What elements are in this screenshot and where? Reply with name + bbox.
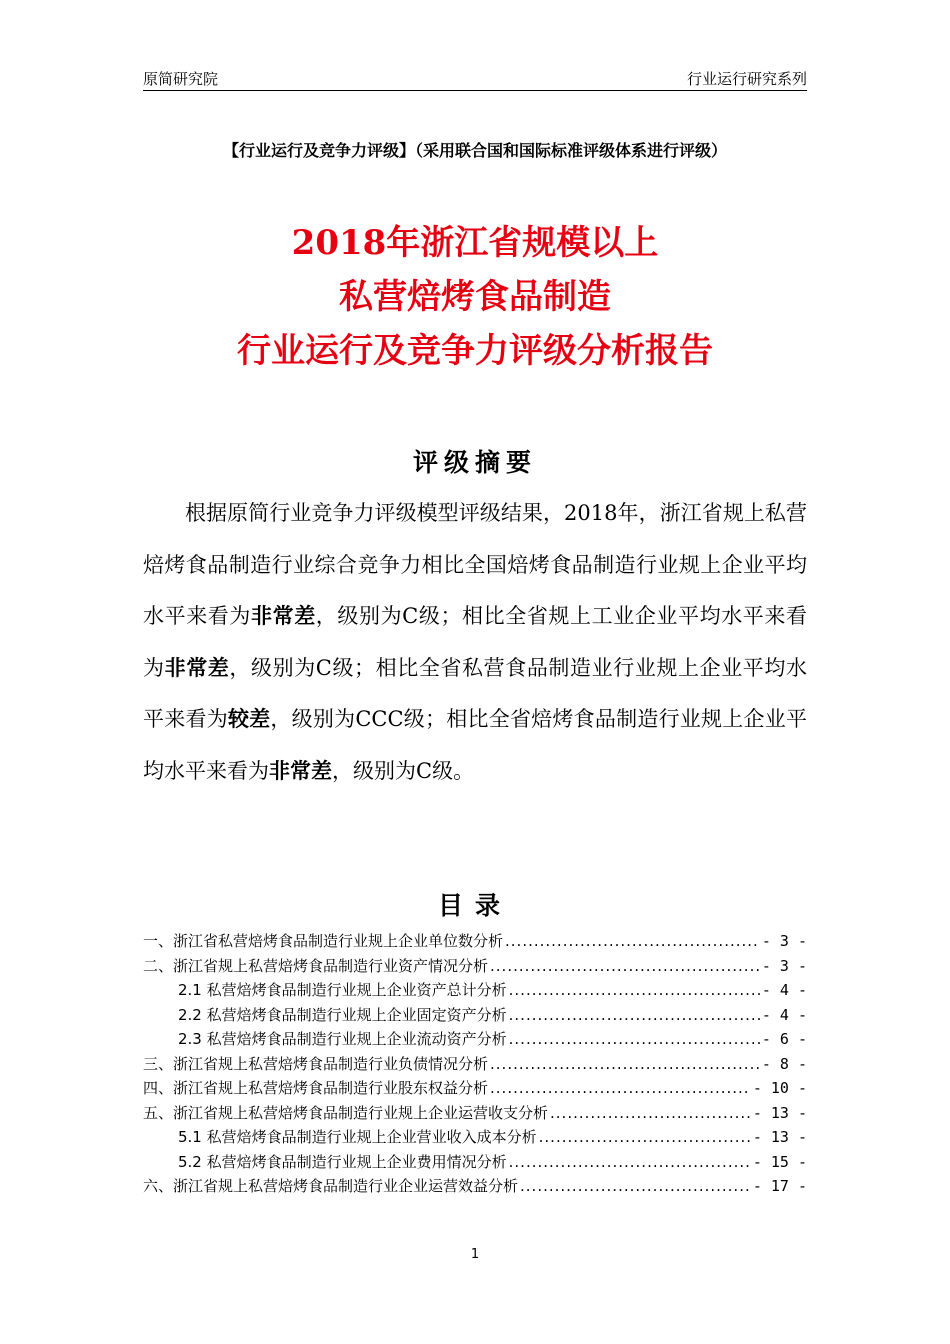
header-series: 行业运行研究系列 <box>686 70 807 88</box>
report-title <box>0 216 950 378</box>
toc-entry[interactable] <box>143 955 807 980</box>
toc-entry-title: 2.3 私营焙烤食品制造行业规上企业流动资产分析 <box>178 1030 507 1048</box>
toc-entry[interactable] <box>143 1102 807 1127</box>
summary-emphasis: 非常差 <box>164 655 230 680</box>
toc-leader-dots <box>550 1104 751 1122</box>
toc-entry-page: - 15 - <box>752 1152 807 1171</box>
toc-entry-title: 三、浙江省规上私营焙烤食品制造行业负债情况分析 <box>143 1054 489 1073</box>
toc-heading: 目录 <box>437 891 512 920</box>
summary-emphasis: 较差 <box>227 707 271 731</box>
toc-leader-dots <box>490 957 760 975</box>
toc-entry-page: - 10 - <box>752 1079 807 1097</box>
title-line: 私营焙烤食品制造 <box>339 277 611 317</box>
toc-entry-page: - 8 - <box>761 1054 807 1073</box>
title-line: 行业运行及竞争力评级分析报告 <box>237 331 713 371</box>
toc-entry-title: 5.1 私营焙烤食品制造行业规上企业营业收入成本分析 <box>178 1128 537 1146</box>
toc-leader-dots <box>509 1006 760 1024</box>
toc-entry[interactable] <box>143 1077 807 1102</box>
toc-entry-title: 四、浙江省规上私营焙烤食品制造行业股东权益分析 <box>143 1079 489 1097</box>
toc-leader-dots <box>539 1128 751 1146</box>
summary-text: 根据原简行业竞争力评级模型评级结果，2018年，浙江省规上私营焙烤食品制造行业综合竞争力相比全国焙烤食品制造行业规上企业平均水平来看为 <box>143 501 807 628</box>
summary-paragraph <box>143 488 807 797</box>
toc-entry-page: - 13 - <box>752 1103 807 1122</box>
toc-leader-dots <box>490 1055 760 1073</box>
summary-text: ，级别为CCC级；相比全省焙烤食品制造行业规上企业平均水平来看为 <box>143 707 807 783</box>
toc-entry-title: 二、浙江省规上私营焙烤食品制造行业资产情况分析 <box>143 956 489 975</box>
toc-subentry[interactable] <box>143 1126 807 1151</box>
toc-leader-dots <box>490 1079 751 1097</box>
toc-entry-page: - 6 - <box>761 1030 807 1048</box>
toc-leader-dots <box>505 932 760 950</box>
toc-entry-title: 一、浙江省私营焙烤食品制造行业规上企业单位数分析 <box>143 932 504 950</box>
toc-entry-title: 五、浙江省规上私营焙烤食品制造行业规上企业运营收支分析 <box>143 1103 549 1122</box>
summary-heading: 评级摘要 <box>412 448 537 477</box>
toc-subentry[interactable] <box>143 979 807 1004</box>
toc-entry-page: - 3 - <box>761 956 807 975</box>
toc-entry-title: 2.2 私营焙烤食品制造行业规上企业固定资产分析 <box>178 1005 507 1024</box>
toc-subentry[interactable] <box>143 1151 807 1176</box>
summary-text: ，级别为C级；相比全省私营食品制造业行业规上企业平均水平来看为 <box>143 655 808 731</box>
title-line: 2018年浙江省规模以上 <box>291 223 659 263</box>
toc-entry-title: 2.1 私营焙烤食品制造行业规上企业资产总计分析 <box>178 981 507 999</box>
toc-entry-page: - 3 - <box>761 932 807 950</box>
summary-text: ，级别为C级。 <box>332 758 475 783</box>
toc-leader-dots <box>509 1030 760 1048</box>
page-header <box>143 64 807 91</box>
header-organization: 原简研究院 <box>143 70 219 88</box>
toc-subentry[interactable] <box>143 1004 807 1029</box>
toc-entry-title: 六、浙江省规上私营焙烤食品制造行业企业运营效益分析 <box>143 1177 519 1195</box>
toc-entry[interactable] <box>143 1175 807 1200</box>
toc-entry[interactable] <box>143 930 807 955</box>
toc-entry-page: - 13 - <box>752 1128 807 1146</box>
toc-entry-page: - 4 - <box>761 981 807 999</box>
table-of-contents <box>143 930 807 1200</box>
summary-emphasis: 非常差 <box>269 758 332 783</box>
toc-entry[interactable] <box>143 1053 807 1078</box>
toc-entry-title: 5.2 私营焙烤食品制造行业规上企业费用情况分析 <box>178 1152 507 1171</box>
toc-entry-page: - 17 - <box>752 1177 807 1195</box>
summary-text: ，级别为C级；相比全省规上工业企业平均水平来看为 <box>143 604 808 680</box>
summary-emphasis: 非常差 <box>251 604 316 628</box>
toc-leader-dots <box>509 981 760 999</box>
toc-subentry[interactable] <box>143 1028 807 1053</box>
toc-leader-dots <box>509 1153 751 1171</box>
toc-entry-page: - 4 - <box>761 1005 807 1024</box>
report-subtitle: 【行业运行及竞争力评级】（采用联合国和国际标准评级体系进行评级） <box>222 141 727 160</box>
page-number: 1 <box>470 1247 480 1262</box>
toc-leader-dots <box>520 1177 751 1195</box>
